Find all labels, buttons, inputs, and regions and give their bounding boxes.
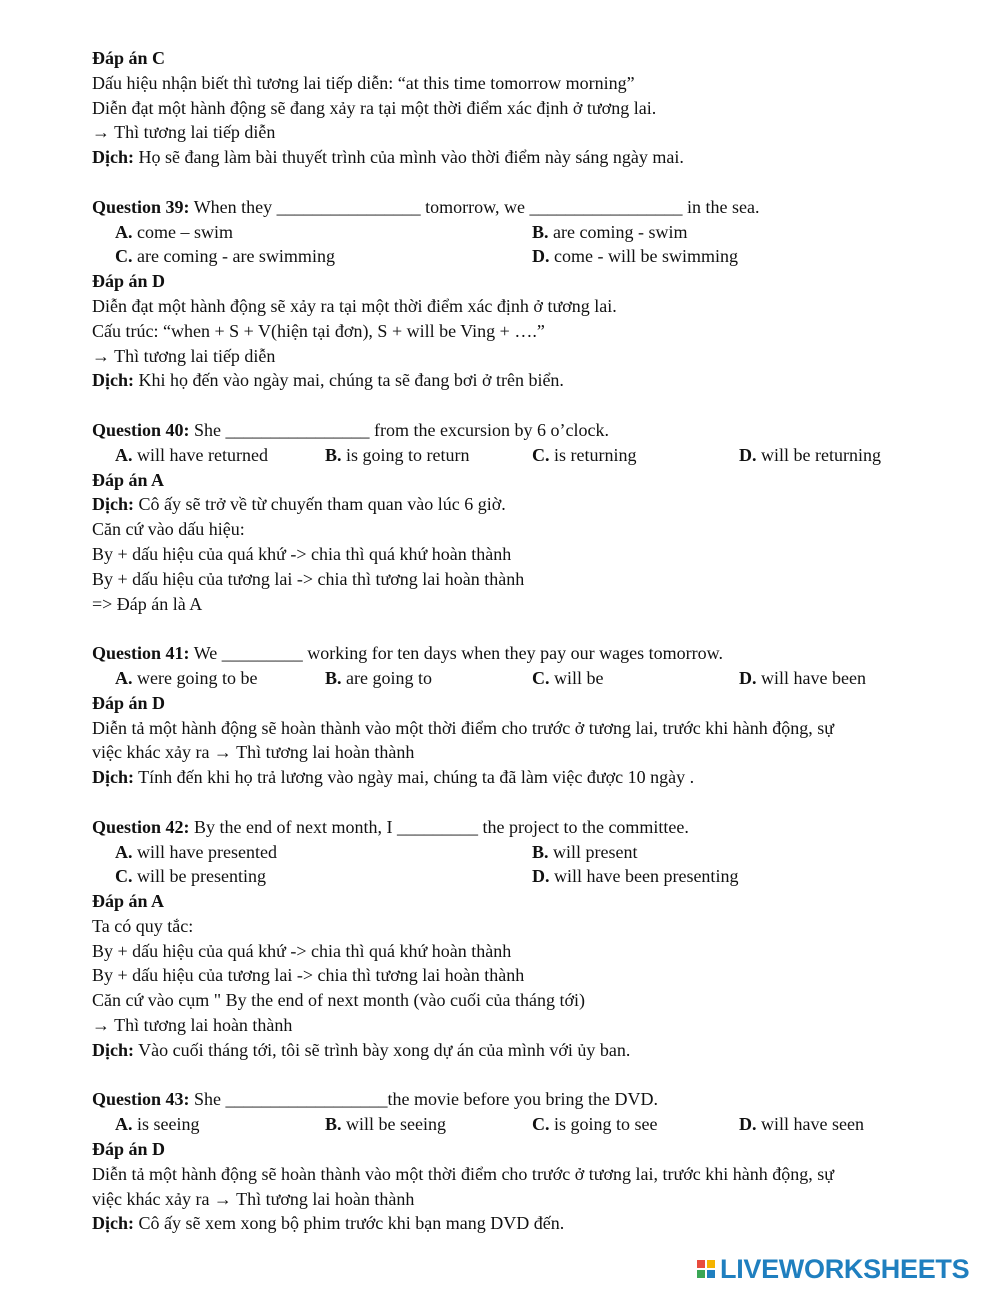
text-line <box>92 1087 952 1112</box>
option-text: are coming - are swimming <box>137 246 335 267</box>
option-letter: A. <box>115 667 133 688</box>
text-segment: Diễn tả một hành động sẽ hoàn thành vào một thời điểm cho trước ở tương lai, trước khi hành động, sự <box>92 1163 834 1184</box>
text-line <box>92 641 952 666</box>
paragraph-gap <box>92 393 952 418</box>
answer-option <box>325 666 432 691</box>
text-line <box>92 740 952 765</box>
text-segment: She ________________ from the excursion by 6 o’clock. <box>189 419 609 440</box>
paragraph-gap <box>92 170 952 195</box>
text-line <box>92 319 952 344</box>
text-line <box>92 567 952 592</box>
option-letter: A. <box>115 1114 133 1135</box>
text-line <box>92 344 952 369</box>
paragraph-gap <box>92 790 952 815</box>
text-line <box>92 939 952 964</box>
option-text: will have returned <box>137 444 268 465</box>
option-text: is returning <box>554 444 637 465</box>
logo-square <box>697 1270 705 1278</box>
answer-option <box>532 864 738 889</box>
text-line <box>92 765 952 790</box>
answer-option <box>532 244 738 269</box>
option-letter: D. <box>532 246 550 267</box>
text-line <box>92 914 952 939</box>
option-text: are coming - swim <box>553 221 688 242</box>
text-segment: We _________ working for ten days when they pay our wages tomorrow. <box>189 643 723 664</box>
text-line <box>92 691 952 716</box>
bold-label: Question 40: <box>92 419 190 440</box>
bold-label: Question 39: <box>92 196 190 217</box>
text-line <box>92 815 952 840</box>
text-line <box>92 96 952 121</box>
answer-options-row <box>92 220 952 245</box>
option-text: will have been <box>761 667 866 688</box>
text-segment: việc khác xảy ra → Thì tương lai hoàn thành <box>92 1188 415 1209</box>
option-letter: B. <box>325 444 342 465</box>
option-letter: B. <box>325 1114 342 1135</box>
answer-option <box>115 220 233 245</box>
answer-option <box>325 443 470 468</box>
answer-options-row <box>92 244 952 269</box>
text-segment: Họ sẽ đang làm bài thuyết trình của mình vào thời điểm này sáng ngày mai. <box>134 147 684 168</box>
text-line <box>92 418 952 443</box>
bold-label: Dịch: <box>92 767 134 788</box>
text-segment: việc khác xảy ra → Thì tương lai hoàn thành <box>92 742 415 763</box>
text-segment: → Thì tương lai tiếp diễn <box>92 345 276 366</box>
logo-square <box>707 1270 715 1278</box>
option-letter: B. <box>532 841 549 862</box>
option-letter: A. <box>115 444 133 465</box>
answer-option <box>532 666 604 691</box>
text-line <box>92 542 952 567</box>
text-line <box>92 269 952 294</box>
text-segment: Diễn đạt một hành động sẽ đang xảy ra tại một thời điểm xác định ở tương lai. <box>92 97 657 118</box>
worksheet-content <box>92 46 952 1236</box>
text-segment: Tính đến khi họ trả lương vào ngày mai, chúng ta đã làm việc được 10 ngày . <box>134 767 695 788</box>
bold-label: Dịch: <box>92 147 134 168</box>
option-letter: D. <box>739 667 757 688</box>
logo-text: LIVEWORKSHEETS <box>720 1253 970 1284</box>
answer-option <box>115 244 335 269</box>
text-segment: By + dấu hiệu của tương lai -> chia thì tương lai hoàn thành <box>92 568 525 589</box>
option-text: come - will be swimming <box>554 246 738 267</box>
text-line <box>92 517 952 542</box>
option-text: will be seeing <box>346 1114 446 1135</box>
answer-options-row <box>92 1112 952 1137</box>
text-segment: Khi họ đến vào ngày mai, chúng ta sẽ đang bơi ở trên biển. <box>134 370 564 391</box>
text-line <box>92 1013 952 1038</box>
text-segment: → Thì tương lai hoàn thành <box>92 1015 293 1036</box>
text-segment: Diễn đạt một hành động sẽ xảy ra tại một thời điểm xác định ở tương lai. <box>92 295 617 316</box>
option-letter: A. <box>115 841 133 862</box>
option-text: will have seen <box>761 1114 864 1135</box>
liveworksheets-logo[interactable] <box>697 1253 969 1285</box>
text-segment: By + dấu hiệu của tương lai -> chia thì tương lai hoàn thành <box>92 965 525 986</box>
option-letter: D. <box>739 1114 757 1135</box>
option-text: will be presenting <box>137 866 266 887</box>
text-line <box>92 294 952 319</box>
option-letter: D. <box>532 866 550 887</box>
text-line <box>92 963 952 988</box>
option-text: are going to <box>346 667 432 688</box>
text-segment: Cấu trúc: “when + S + V(hiện tại đơn), S + will be Ving + ….” <box>92 320 545 341</box>
option-text: will be returning <box>761 444 881 465</box>
text-segment: Căn cứ vào cụm " By the end of next month (vào cuối của tháng tới) <box>92 990 585 1011</box>
text-segment: Diễn tả một hành động sẽ hoàn thành vào một thời điểm cho trước ở tương lai, trước khi hành động, sự <box>92 717 834 738</box>
paragraph-gap <box>92 616 952 641</box>
text-segment: By + dấu hiệu của quá khứ -> chia thì quá khứ hoàn thành <box>92 543 512 564</box>
bold-label: Dịch: <box>92 1039 134 1060</box>
option-letter: C. <box>532 667 550 688</box>
answer-options-row <box>92 443 952 468</box>
answer-options-row <box>92 840 952 865</box>
option-text: come – swim <box>137 221 233 242</box>
answer-option <box>115 443 268 468</box>
option-text: were going to be <box>137 667 258 688</box>
text-line <box>92 492 952 517</box>
text-line <box>92 1137 952 1162</box>
text-segment: => Đáp án là A <box>92 593 203 614</box>
option-letter: B. <box>325 667 342 688</box>
text-line <box>92 195 952 220</box>
answer-option <box>325 1112 446 1137</box>
text-segment: Cô ấy sẽ trở về từ chuyến tham quan vào lúc 6 giờ. <box>134 494 506 515</box>
option-letter: C. <box>532 444 550 465</box>
text-line <box>92 1187 952 1212</box>
bold-label: Đáp án D <box>92 271 166 292</box>
option-letter: C. <box>532 1114 550 1135</box>
option-text: is seeing <box>137 1114 200 1135</box>
answer-option <box>739 443 881 468</box>
text-line <box>92 716 952 741</box>
bold-label: Dịch: <box>92 1213 134 1234</box>
bold-label: Dịch: <box>92 494 134 515</box>
bold-label: Đáp án A <box>92 469 165 490</box>
text-line <box>92 592 952 617</box>
bold-label: Đáp án D <box>92 692 166 713</box>
text-line <box>92 1211 952 1236</box>
text-line <box>92 71 952 96</box>
text-segment: Ta có quy tắc: <box>92 915 194 936</box>
option-text: is going to return <box>346 444 470 465</box>
text-line <box>92 46 952 71</box>
option-letter: A. <box>115 221 133 242</box>
option-letter: C. <box>115 866 133 887</box>
text-segment: Vào cuối tháng tới, tôi sẽ trình bày xong dự án của mình với ủy ban. <box>134 1039 631 1060</box>
text-line <box>92 889 952 914</box>
option-text: will be <box>554 667 604 688</box>
text-line <box>92 468 952 493</box>
answer-options-row <box>92 666 952 691</box>
logo-square <box>707 1260 715 1268</box>
bold-label: Đáp án A <box>92 891 165 912</box>
text-line <box>92 1162 952 1187</box>
answer-option <box>115 840 277 865</box>
text-line <box>92 988 952 1013</box>
text-segment: By the end of next month, I _________ the project to the committee. <box>189 816 689 837</box>
text-line <box>92 1038 952 1063</box>
logo-square <box>697 1260 705 1268</box>
text-segment: She __________________the movie before you bring the DVD. <box>189 1089 658 1110</box>
option-text: will present <box>553 841 638 862</box>
bold-label: Question 42: <box>92 816 190 837</box>
option-text: is going to see <box>554 1114 658 1135</box>
answer-options-row <box>92 864 952 889</box>
answer-option <box>532 220 687 245</box>
answer-option <box>115 666 257 691</box>
answer-option <box>115 864 266 889</box>
option-text: will have been presenting <box>554 866 739 887</box>
logo-grid-icon <box>697 1260 715 1278</box>
bold-label: Đáp án D <box>92 1139 166 1160</box>
paragraph-gap <box>92 1063 952 1088</box>
text-segment: When they ________________ tomorrow, we _________________ in the sea. <box>189 196 760 217</box>
bold-label: Question 41: <box>92 643 190 664</box>
text-line <box>92 120 952 145</box>
option-letter: C. <box>115 246 133 267</box>
answer-option <box>532 1112 658 1137</box>
option-text: will have presented <box>137 841 277 862</box>
bold-label: Dịch: <box>92 370 134 391</box>
text-segment: By + dấu hiệu của quá khứ -> chia thì quá khứ hoàn thành <box>92 940 512 961</box>
answer-option <box>739 1112 864 1137</box>
answer-option <box>532 443 637 468</box>
answer-option <box>532 840 638 865</box>
text-segment: Căn cứ vào dấu hiệu: <box>92 519 245 540</box>
bold-label: Question 43: <box>92 1089 190 1110</box>
text-line <box>92 145 952 170</box>
option-letter: D. <box>739 444 757 465</box>
text-segment: → Thì tương lai tiếp diễn <box>92 122 276 143</box>
text-segment: Cô ấy sẽ xem xong bộ phim trước khi bạn mang DVD đến. <box>134 1213 565 1234</box>
answer-option <box>115 1112 200 1137</box>
bold-label: Đáp án C <box>92 48 166 68</box>
option-letter: B. <box>532 221 549 242</box>
answer-option <box>739 666 866 691</box>
text-line <box>92 368 952 393</box>
text-segment: Dấu hiệu nhận biết thì tương lai tiếp diễn: “at this time tomorrow morning” <box>92 72 635 93</box>
